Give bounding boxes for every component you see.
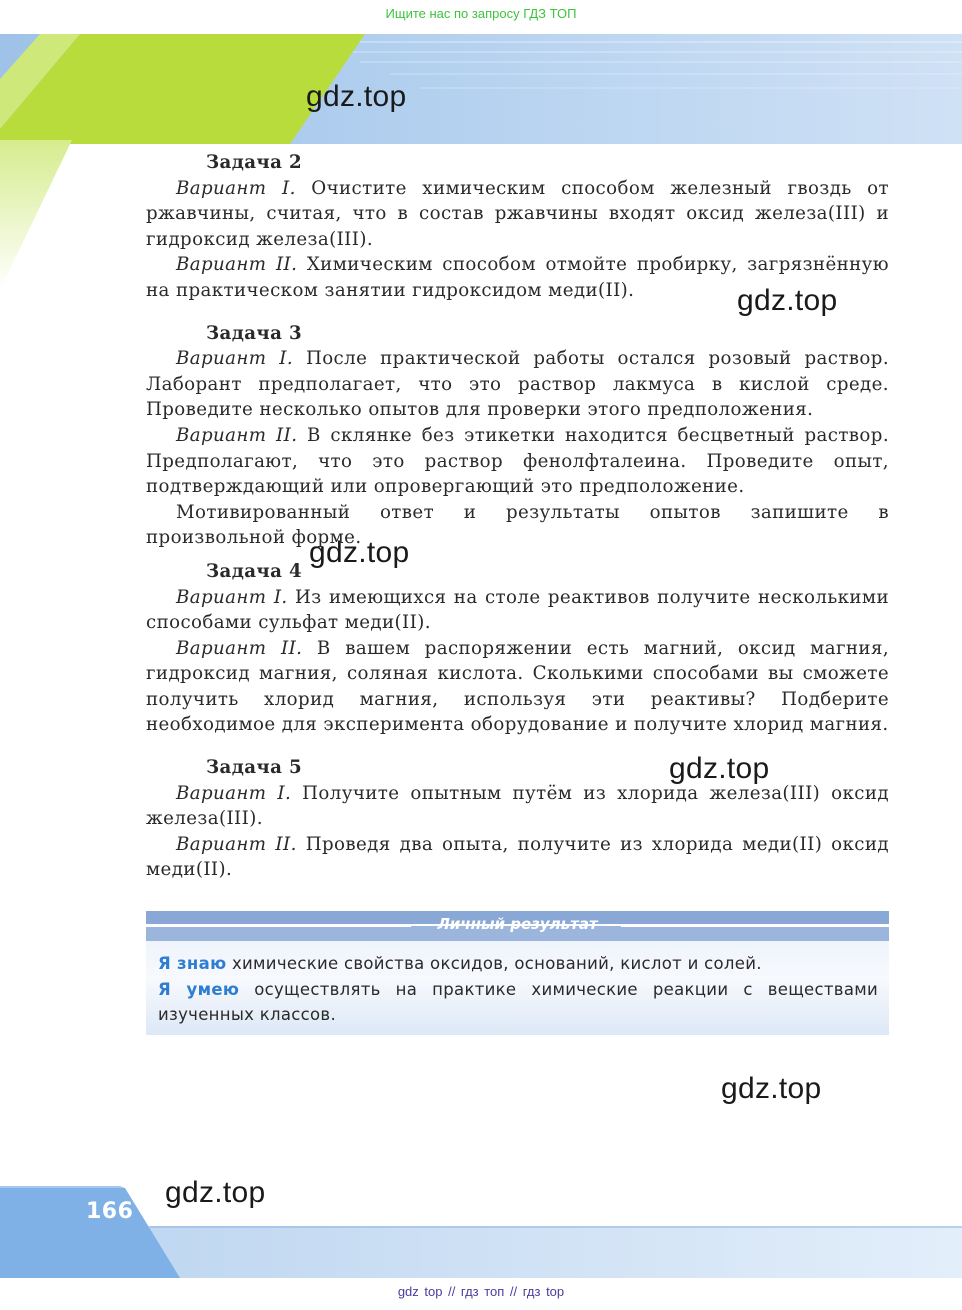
variant-label: Вариант II. <box>176 833 297 855</box>
task-text: Из имеющихся на столе реактивов получите несколькими способами сульфат меди(II). <box>146 586 889 634</box>
task-text: Химическим способом отмойте пробирку, загрязнённую на практическом занятии гидроксидом меди(II). <box>146 254 889 301</box>
task-paragraph <box>146 781 889 832</box>
variant-label: Вариант II. <box>176 424 298 446</box>
green-wedge-decoration <box>0 140 80 300</box>
keyword-can: Я умею <box>158 979 240 999</box>
task-title: Задача 5 <box>206 757 303 779</box>
task-title: Задача 2 <box>206 152 303 173</box>
watermark: gdz.top <box>165 1176 266 1209</box>
task-text: Мотивированный ответ и результаты опытов запишите в произвольной форме. <box>146 501 889 549</box>
task-title: Задача 4 <box>206 560 303 582</box>
task-block <box>146 559 889 738</box>
personal-result-body <box>158 951 878 1028</box>
task-paragraph <box>146 832 889 883</box>
personal-result-title: Личный результат <box>437 915 598 933</box>
watermark: gdz.top <box>309 536 410 569</box>
task-block <box>146 321 889 551</box>
task-paragraph <box>146 423 889 500</box>
top-banner: Ищите нас по запросу ГДЗ ТОП <box>385 6 577 21</box>
personal-result-header <box>146 911 889 941</box>
personal-result-box <box>146 911 889 1035</box>
keyword-know: Я знаю <box>158 954 227 973</box>
variant-label: Вариант I. <box>176 177 296 199</box>
tasks-content <box>146 150 889 883</box>
task-paragraph <box>146 252 889 303</box>
variant-label: Вариант II. <box>176 254 298 276</box>
variant-label: Вариант I. <box>176 348 294 370</box>
bottom-banner: gdz top // гдз топ // гдз top <box>397 1284 565 1299</box>
task-title: Задача 3 <box>206 322 303 344</box>
page-number: 166 <box>86 1199 134 1224</box>
result-line-can <box>158 977 878 1028</box>
task-text: В вашем распоряжении есть магний, оксид магния, гидроксид магния, соляная кислота. Сколькими способами вы сможете получить хлорид магния, используя эти реактивы? Подберите необходимое для эксперимента оборудование и получите хлорид магния. <box>146 637 890 736</box>
task-paragraph <box>146 500 889 551</box>
task-block <box>146 752 889 883</box>
variant-label: Вариант I. <box>176 586 288 608</box>
task-block <box>146 150 889 304</box>
task-paragraph <box>146 176 889 253</box>
result-text: осуществлять на практике химические реакции с веществами изученных классов. <box>158 979 878 1024</box>
task-paragraph <box>146 636 889 738</box>
task-text: Получите опытным путём из хлорида железа(III) оксид железа(III). <box>146 782 889 830</box>
footer-decoration <box>0 1186 962 1278</box>
watermark: gdz.top <box>669 752 770 785</box>
task-text: Проведя два опыта, получите из хлорида меди(II) оксид меди(II). <box>146 833 889 881</box>
watermark: gdz.top <box>721 1072 822 1105</box>
result-line-know <box>158 951 878 977</box>
task-text: Очистите химическим способом железный гвоздь от ржавчины, считая, что в состав ржавчины входят оксид железа(III) и гидроксид железа(III). <box>146 177 889 250</box>
header-decoration <box>0 34 962 144</box>
task-paragraph <box>146 346 889 423</box>
watermark: gdz.top <box>737 284 838 317</box>
task-text: В склянке без этикетки находится бесцветный раствор. Предполагают, что это раствор фенолфталеина. Проведите опыт, подтверждающий или опровергающий это предположение. <box>146 424 890 498</box>
result-text: химические свойства оксидов, оснований, кислот и солей. <box>226 954 762 973</box>
task-paragraph <box>146 585 889 636</box>
task-text: После практической работы остался розовый раствор. Лаборант предполагает, что это раствор лакмуса в кислой среде. Проведите несколько опытов для проверки этого предположения. <box>146 348 889 421</box>
variant-label: Вариант II. <box>176 637 303 659</box>
watermark: gdz.top <box>306 80 407 113</box>
variant-label: Вариант I. <box>176 782 292 804</box>
